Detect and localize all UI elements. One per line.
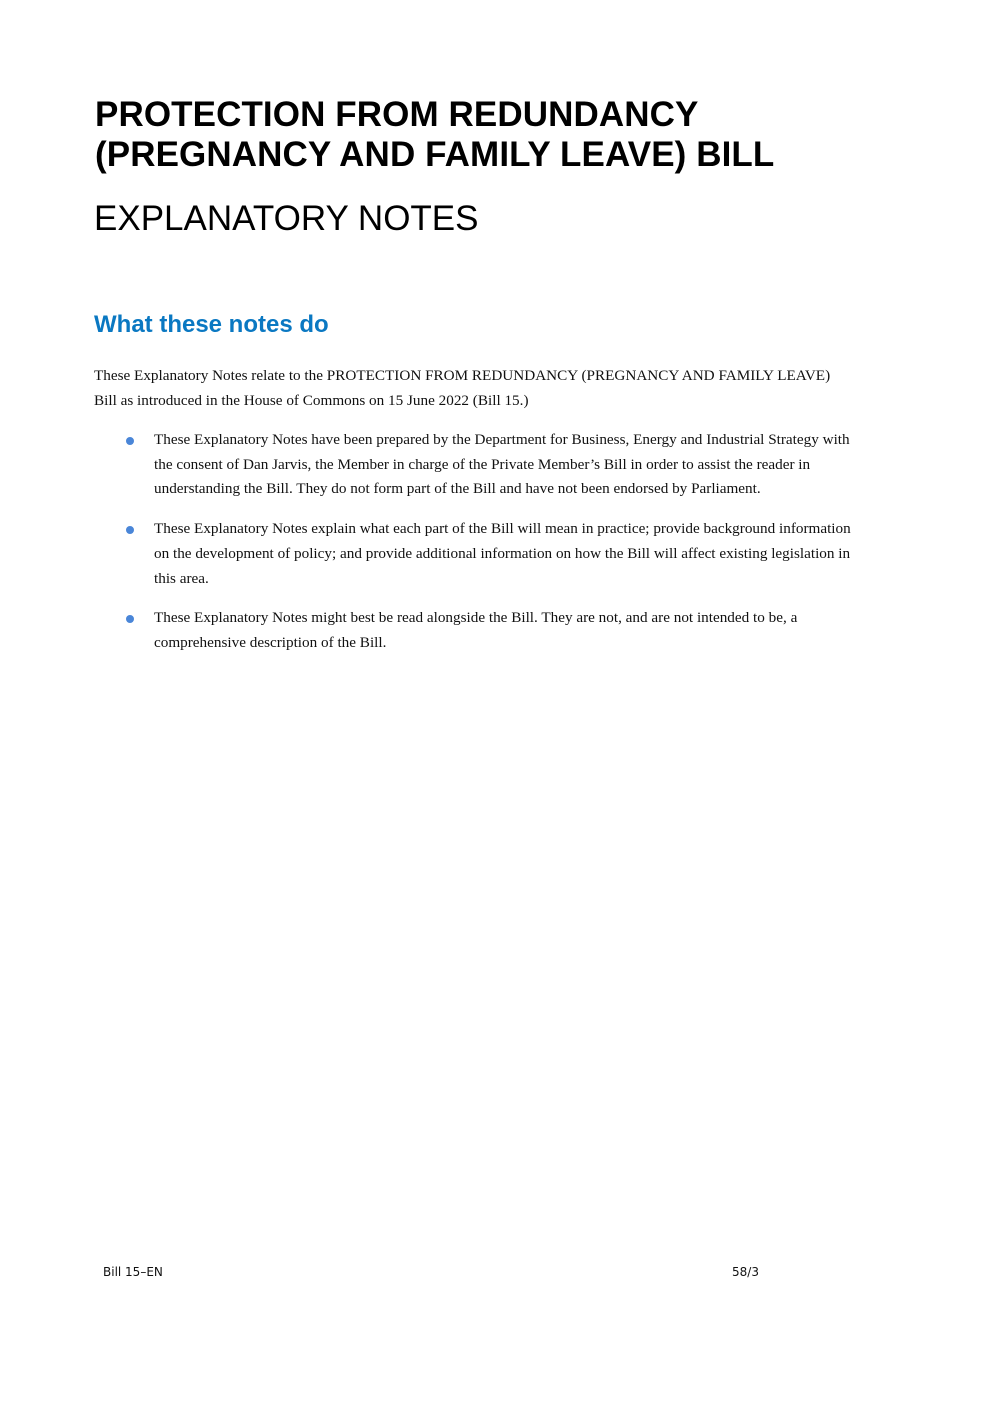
bullet-item — [94, 428, 864, 502]
bullet-dot-icon — [126, 615, 134, 623]
title-line-1: PROTECTION FROM REDUNDANCY — [95, 95, 699, 134]
footer-bill-reference: Bill 15–EN — [103, 1265, 163, 1279]
document-title — [95, 95, 774, 175]
bullet-list — [94, 428, 864, 671]
document-subtitle: EXPLANATORY NOTES — [94, 199, 479, 238]
section-heading: What these notes do — [94, 311, 329, 338]
bullet-text: These Explanatory Notes explain what each part of the Bill will mean in practice; provide background information on the development of policy; and provide additional information on how the Bill will affect existing legislation in this area. — [154, 520, 851, 587]
intro-paragraph: These Explanatory Notes relate to the PROTECTION FROM REDUNDANCY (PREGNANCY AND FAMILY LEAVE) Bill as introduced in the House of Commons on 15 June 2022 (Bill 15.) — [94, 367, 831, 409]
bullet-item — [94, 517, 864, 591]
title-line-2: (PREGNANCY AND FAMILY LEAVE) BILL — [95, 135, 775, 174]
bullet-dot-icon — [126, 526, 134, 534]
bullet-text: These Explanatory Notes have been prepared by the Department for Business, Energy and Industrial Strategy with the consent of Dan Jarvis, the Member in charge of the Private Member’s Bill in order to assist the reader in understanding the Bill. They do not form part of the Bill and have not been endorsed by Parliament. — [154, 431, 850, 498]
footer-page-code: 58/3 — [732, 1265, 759, 1279]
bullet-item — [94, 606, 864, 655]
bullet-text: These Explanatory Notes might best be read alongside the Bill. They are not, and are not intended to be, a comprehensive description of the Bill. — [154, 609, 798, 651]
bullet-dot-icon — [126, 437, 134, 445]
